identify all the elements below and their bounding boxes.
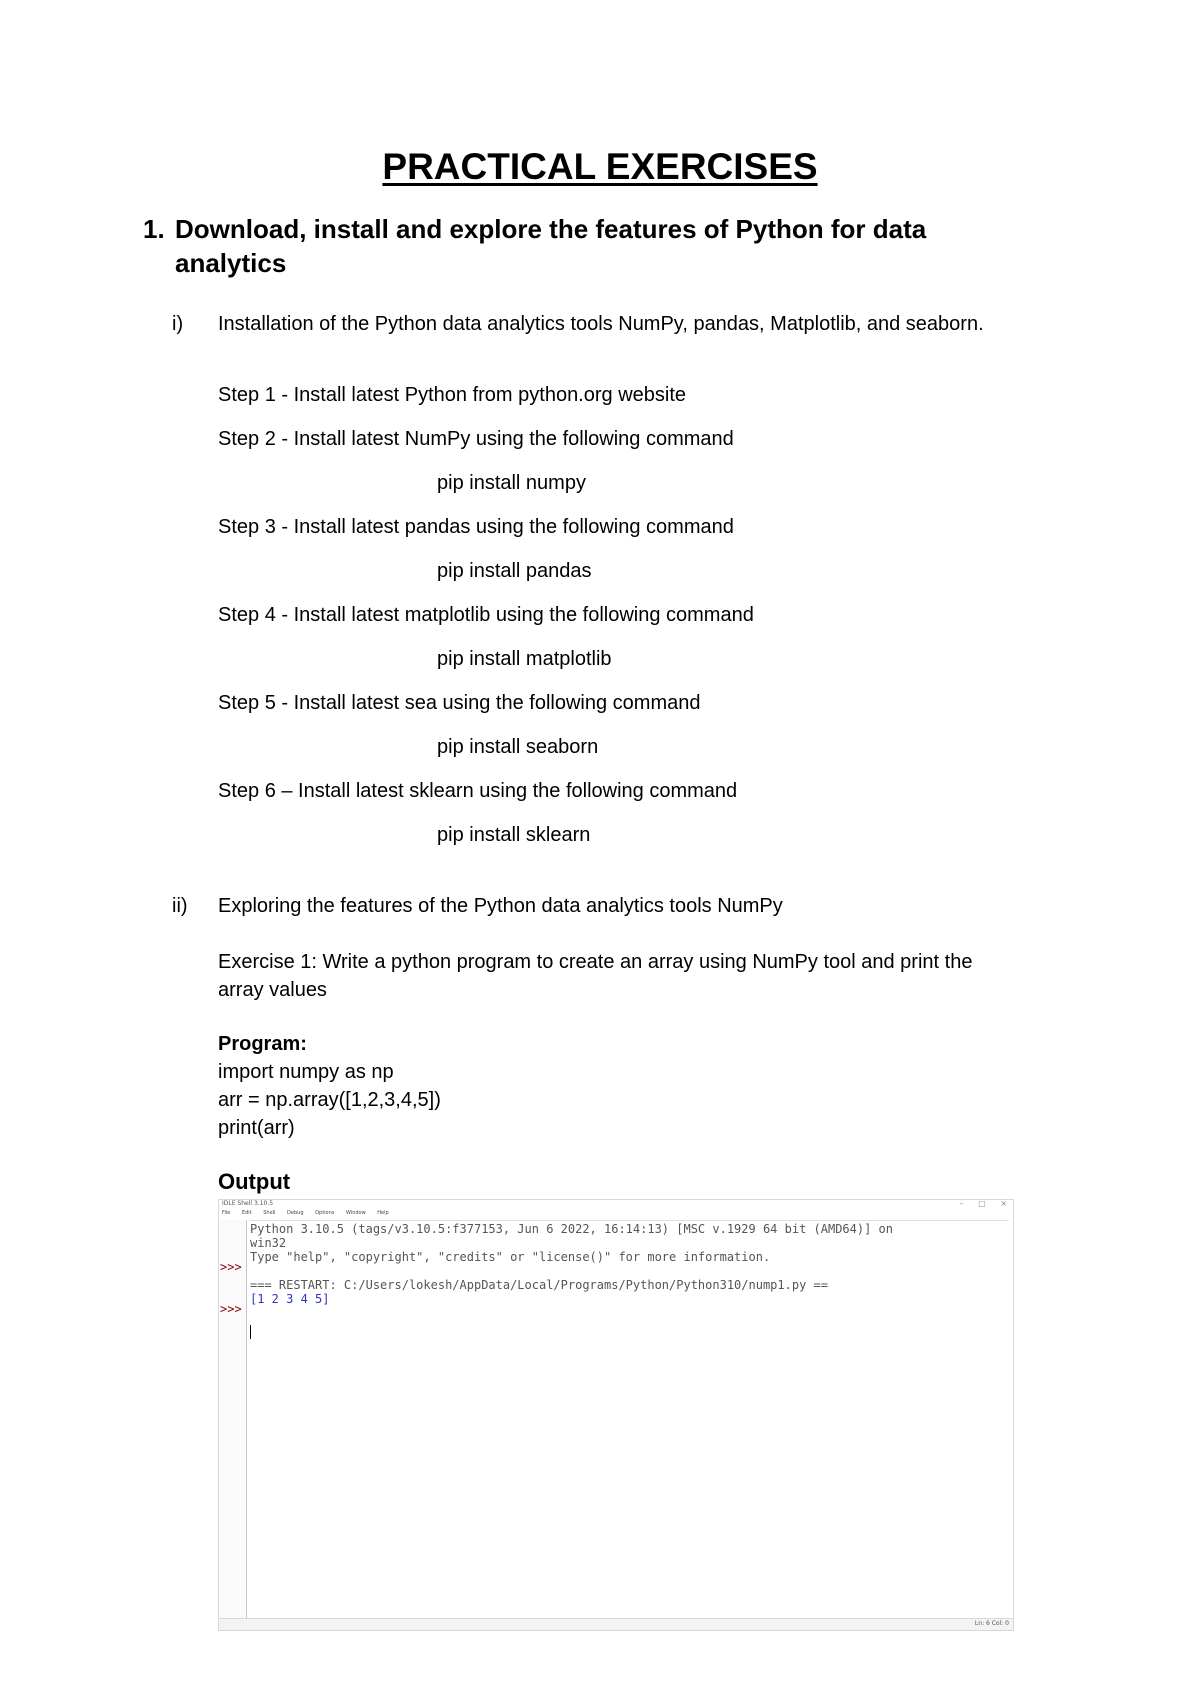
maximize-icon[interactable]: ▢	[978, 1199, 986, 1208]
prompt-gutter	[219, 1220, 247, 1620]
shell-line: === RESTART: C:/Users/lokesh/AppData/Local/Programs/Python/Python310/nump1.py ==	[250, 1278, 828, 1292]
shell-line: Python 3.10.5 (tags/v3.10.5:f377153, Jun 6 2022, 16:14:13) [MSC v.1929 64 bit (AMD64)] on	[250, 1222, 893, 1236]
menu-shell[interactable]: Shell	[263, 1210, 276, 1216]
step-command: pip install sklearn	[437, 824, 591, 846]
section-heading-line-2: analytics	[175, 248, 287, 278]
close-icon[interactable]: ×	[1000, 1199, 1007, 1208]
step-label: Step 1 - Install latest Python from python.org website	[218, 384, 687, 406]
shell-window-title: IDLE Shell 3.10.5	[222, 1200, 274, 1207]
part-ii-text: Exploring the features of the Python data analytics tools NumPy	[218, 895, 783, 917]
menu-debug[interactable]: Debug	[287, 1210, 304, 1216]
part-ii-marker: ii)	[172, 895, 188, 917]
shell-output-area[interactable]	[250, 1220, 1009, 1621]
page-title: PRACTICAL EXERCISES	[382, 146, 818, 187]
program-line: print(arr)	[218, 1117, 295, 1139]
part-i-marker: i)	[172, 313, 184, 335]
menu-options[interactable]: Options	[315, 1210, 335, 1216]
shell-output-line: [1 2 3 4 5]	[250, 1292, 330, 1306]
shell-prompt: >>>	[220, 1260, 242, 1274]
shell-prompt: >>>	[220, 1302, 242, 1316]
menu-help[interactable]: Help	[377, 1210, 389, 1216]
program-line: import numpy as np	[218, 1061, 394, 1083]
minimize-icon[interactable]: –	[959, 1199, 964, 1208]
step-label: Step 6 – Install latest sklearn using the following command	[218, 780, 738, 802]
step-label: Step 2 - Install latest NumPy using the following command	[218, 428, 734, 450]
step-label: Step 3 - Install latest pandas using the following command	[218, 516, 734, 538]
menu-file[interactable]: File	[222, 1210, 231, 1216]
step-command: pip install pandas	[437, 560, 592, 582]
program-label: Program:	[218, 1033, 307, 1055]
section-number: 1.	[143, 214, 165, 244]
program-line: arr = np.array([1,2,3,4,5])	[218, 1089, 441, 1111]
menu-edit[interactable]: Edit	[241, 1210, 252, 1216]
exercise-line-1: Exercise 1: Write a python program to create an array using NumPy tool and print the	[218, 951, 973, 973]
section-heading-line-1: Download, install and explore the features of Python for data	[175, 214, 927, 244]
shell-menubar	[222, 1210, 399, 1219]
shell-line: Type "help", "copyright", "credits" or "license()" for more information.	[250, 1250, 771, 1264]
menu-window[interactable]: Window	[345, 1210, 366, 1216]
exercise-line-2: array values	[218, 979, 327, 1001]
step-command: pip install seaborn	[437, 736, 599, 758]
output-label: Output	[218, 1169, 291, 1194]
shell-statusbar	[219, 1618, 1013, 1630]
step-command: pip install numpy	[437, 472, 586, 494]
part-i-text: Installation of the Python data analytics tools NumPy, pandas, Matplotlib, and seaborn.	[218, 313, 984, 335]
step-command: pip install matplotlib	[437, 648, 612, 670]
text-cursor	[250, 1325, 251, 1339]
cursor-position: Ln: 6 Col: 0	[974, 1620, 1009, 1627]
step-label: Step 4 - Install latest matplotlib using the following command	[218, 604, 754, 626]
window-controls	[948, 1199, 1007, 1208]
step-label: Step 5 - Install latest sea using the following command	[218, 692, 701, 714]
shell-titlebar	[219, 1200, 1013, 1210]
idle-shell-screenshot	[218, 1199, 1014, 1631]
shell-line: win32	[250, 1236, 287, 1250]
